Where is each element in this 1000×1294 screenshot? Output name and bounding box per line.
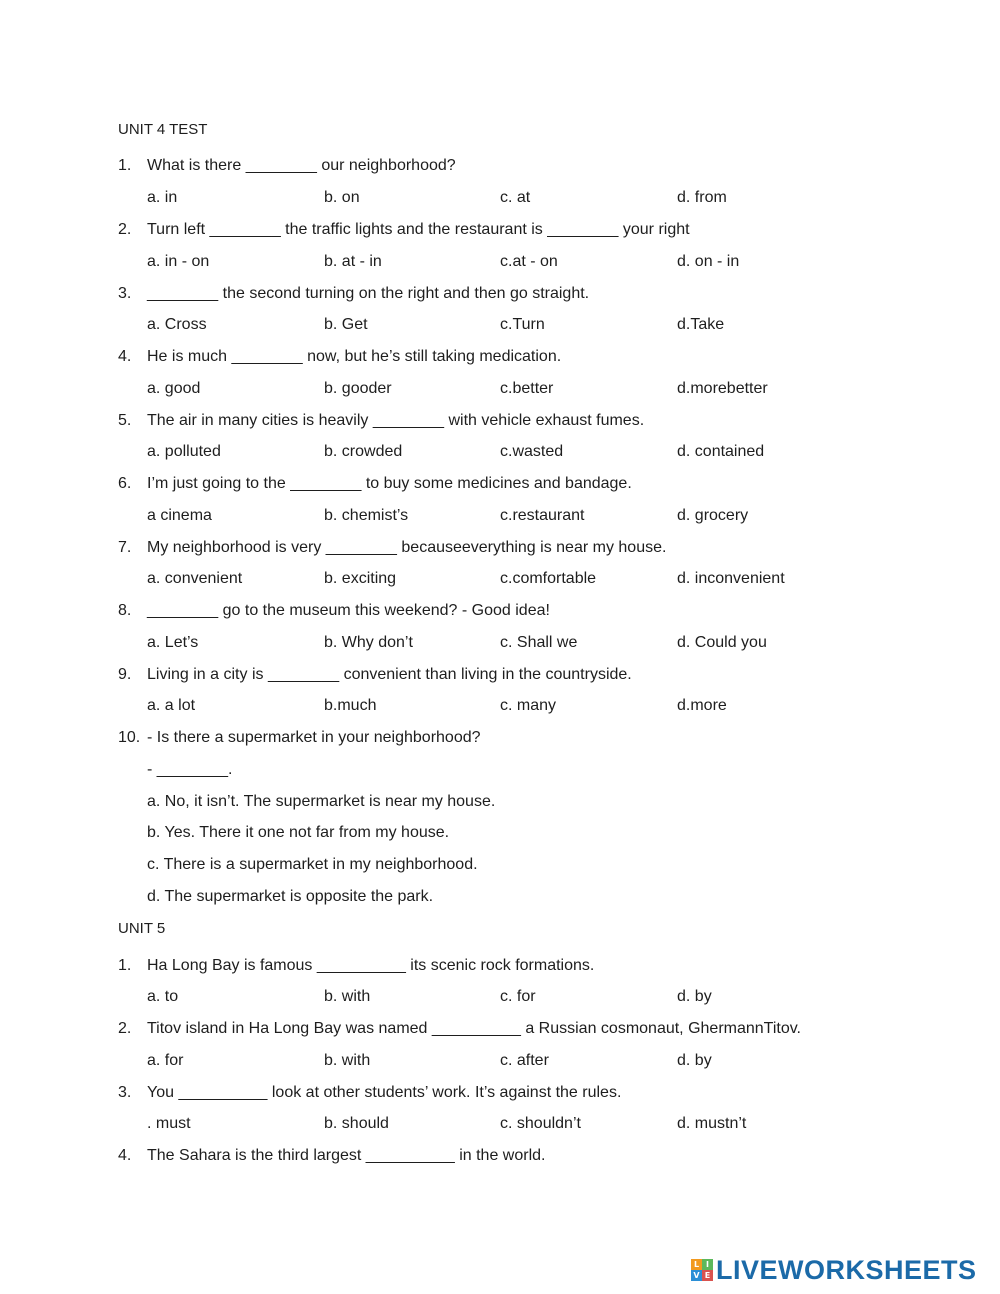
- option-c[interactable]: c. shouldn’t: [500, 1115, 581, 1132]
- option-d[interactable]: d. Could you: [677, 634, 767, 651]
- option-c[interactable]: c. after: [500, 1052, 549, 1069]
- option-a[interactable]: a. a lot: [147, 697, 196, 714]
- option-c[interactable]: c.restaurant: [500, 507, 585, 524]
- option-b[interactable]: b. with: [324, 1052, 371, 1069]
- option-b[interactable]: b. crowded: [324, 443, 403, 460]
- unit5-title: UNIT 5: [118, 920, 166, 937]
- option-c[interactable]: c. Shall we: [500, 634, 578, 651]
- option-a[interactable]: a. to: [147, 988, 179, 1005]
- option-c[interactable]: c.Turn: [500, 316, 545, 333]
- option-a[interactable]: a. in - on: [147, 253, 210, 270]
- unit4-question-7: 7. My neighborhood is very ________ becauseeverything is near my house.: [118, 539, 667, 556]
- unit4-question-4: 4. He is much ________ now, but he’s still taking medication.: [118, 348, 562, 365]
- option-d[interactable]: d.morebetter: [677, 380, 768, 397]
- unit4-question-3: 3. ________ the second turning on the right and then go straight.: [118, 285, 590, 302]
- option-d[interactable]: d.Take: [677, 316, 725, 333]
- option-d[interactable]: d.more: [677, 697, 727, 714]
- live-icon: [691, 1259, 713, 1281]
- option-d[interactable]: d. grocery: [677, 507, 749, 524]
- option-a[interactable]: a. for: [147, 1052, 184, 1069]
- unit5-question-2: 2. Titov island in Ha Long Bay was named __________ a Russian cosmonaut, GhermannTitov.: [118, 1020, 801, 1037]
- unit4-q10-option-d[interactable]: d. The supermarket is opposite the park.: [147, 888, 434, 905]
- option-a[interactable]: a. convenient: [147, 570, 243, 587]
- option-c[interactable]: c.at - on: [500, 253, 558, 270]
- unit4-q10-option-a[interactable]: a. No, it isn’t. The supermarket is near my house.: [147, 793, 496, 810]
- option-a[interactable]: a. in: [147, 189, 178, 206]
- logo-letter-e: E: [702, 1270, 713, 1281]
- unit4-question-8: 8. ________ go to the museum this weekend? - Good idea!: [118, 602, 550, 619]
- option-c[interactable]: c. many: [500, 697, 557, 714]
- option-d[interactable]: d. mustn’t: [677, 1115, 747, 1132]
- option-d[interactable]: d. by: [677, 988, 712, 1005]
- option-c[interactable]: c.comfortable: [500, 570, 597, 587]
- option-b[interactable]: b. exciting: [324, 570, 397, 587]
- option-a[interactable]: a. good: [147, 380, 201, 397]
- option-d[interactable]: d. inconvenient: [677, 570, 785, 587]
- logo-letter-v: V: [691, 1270, 702, 1281]
- option-b[interactable]: b. gooder: [324, 380, 392, 397]
- option-b[interactable]: b. should: [324, 1115, 389, 1132]
- option-b[interactable]: b. Why don’t: [324, 634, 413, 651]
- option-c[interactable]: c. at: [500, 189, 531, 206]
- option-a[interactable]: a. polluted: [147, 443, 221, 460]
- unit4-question-9: 9. Living in a city is ________ convenient than living in the countryside.: [118, 666, 632, 683]
- unit4-q10-option-b[interactable]: b. Yes. There it one not far from my house.: [147, 824, 450, 841]
- logo-letter-l: L: [691, 1259, 702, 1270]
- option-b[interactable]: b. at - in: [324, 253, 382, 270]
- option-d[interactable]: d. from: [677, 189, 727, 206]
- unit4-question-1: 1. What is there ________ our neighborhood?: [118, 157, 456, 174]
- unit4-question-6: 6. I’m just going to the ________ to buy some medicines and bandage.: [118, 475, 632, 492]
- unit4-q10-option-c[interactable]: c. There is a supermarket in my neighborhood.: [147, 856, 478, 873]
- liveworksheets-logo[interactable]: [691, 1256, 977, 1284]
- option-d[interactable]: d. by: [677, 1052, 712, 1069]
- option-c[interactable]: c. for: [500, 988, 536, 1005]
- option-a[interactable]: a cinema: [147, 507, 212, 524]
- unit5-question-3: 3. You __________ look at other students’ work. It’s against the rules.: [118, 1084, 622, 1101]
- unit4-question-5: 5. The air in many cities is heavily ________ with vehicle exhaust fumes.: [118, 412, 645, 429]
- option-b[interactable]: b. with: [324, 988, 371, 1005]
- option-a[interactable]: a. Let’s: [147, 634, 199, 651]
- option-c[interactable]: c.wasted: [500, 443, 564, 460]
- logo-letter-i: I: [702, 1259, 713, 1270]
- unit4-title: UNIT 4 TEST: [118, 121, 208, 138]
- option-d[interactable]: d. contained: [677, 443, 765, 460]
- option-b[interactable]: b.much: [324, 697, 377, 714]
- option-d[interactable]: d. on - in: [677, 253, 740, 270]
- option-a[interactable]: . must: [147, 1115, 191, 1132]
- unit5-question-1: 1. Ha Long Bay is famous __________ its scenic rock formations.: [118, 957, 595, 974]
- option-a[interactable]: a. Cross: [147, 316, 207, 333]
- unit5-question-4: 4. The Sahara is the third largest __________ in the world.: [118, 1147, 546, 1164]
- option-b[interactable]: b. chemist’s: [324, 507, 409, 524]
- option-b[interactable]: b. Get: [324, 316, 368, 333]
- unit4-question-2: 2. Turn left ________ the traffic lights and the restaurant is ________ your right: [118, 221, 690, 238]
- option-c[interactable]: c.better: [500, 380, 554, 397]
- logo-text: LIVEWORKSHEETS: [716, 1254, 977, 1285]
- unit4-question-10: 10. - Is there a supermarket in your neighborhood?: [118, 729, 481, 746]
- unit4-q10-answer-line: - ________.: [147, 761, 233, 778]
- option-b[interactable]: b. on: [324, 189, 360, 206]
